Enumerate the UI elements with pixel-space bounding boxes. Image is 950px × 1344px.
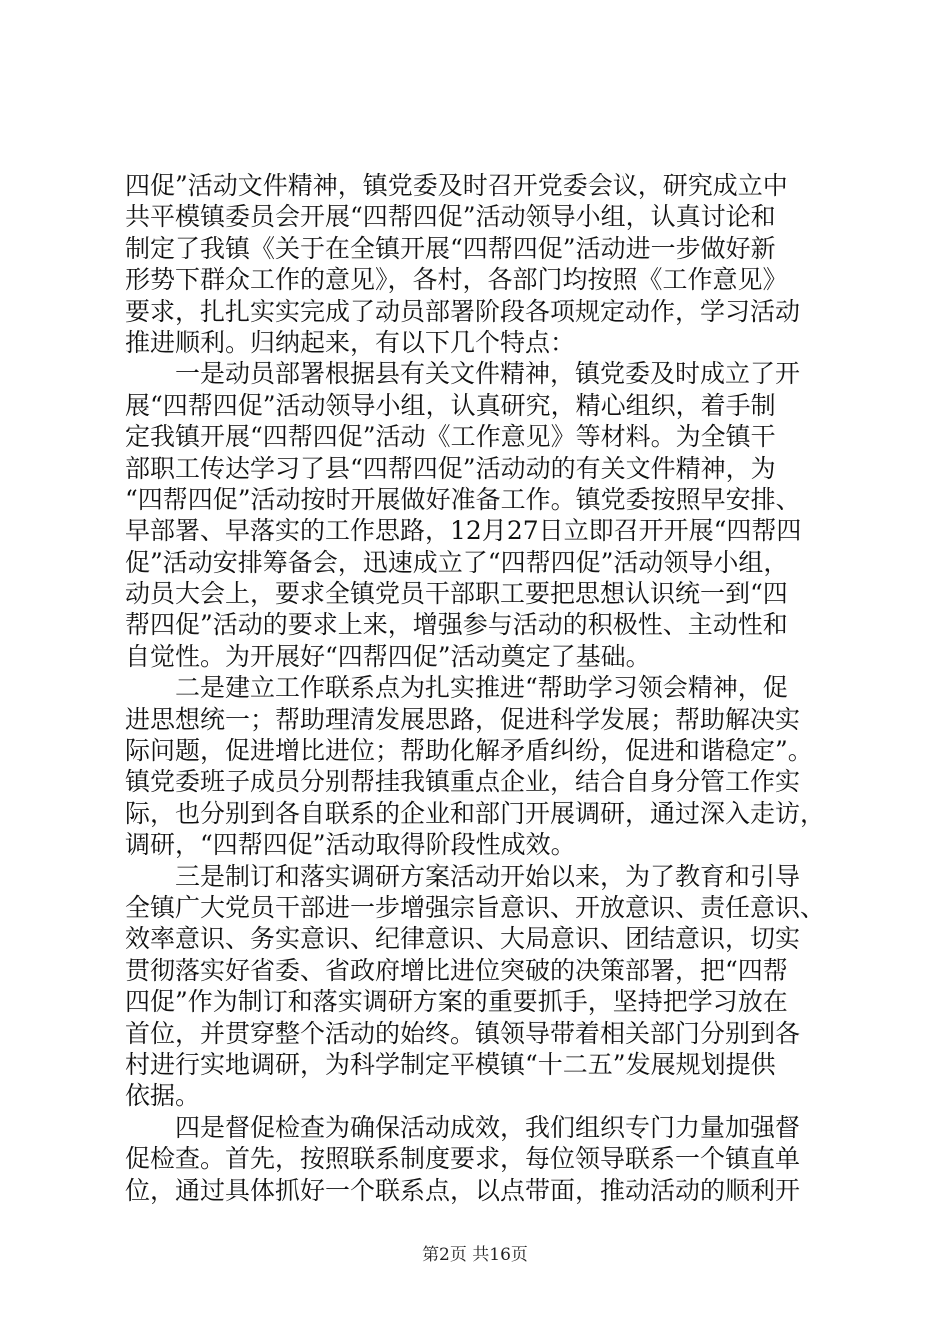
text-line: 首位，并贯穿整个活动的始终。镇领导带着相关部门分别到各 [125, 1018, 801, 1048]
text-line: 位，通过具体抓好一个联系点，以点带面，推动活动的顺利开 [125, 1175, 801, 1205]
text-line: 镇党委班子成员分别帮挂我镇重点企业，结合自身分管工作实 [125, 767, 801, 797]
text-line: 共平模镇委员会开展“四帮四促”活动领导小组，认真讨论和 [125, 202, 776, 232]
text-line: 一是动员部署根据县有关文件精神，镇党委及时成立了开 [125, 359, 801, 389]
page-footer: 第2页 共16页 [422, 1245, 528, 1265]
text-line: 际，也分别到各自联系的企业和部门开展调研，通过深入走访， [125, 798, 826, 828]
text-line: 四促”活动文件精神，镇党委及时召开党委会议，研究成立中 [125, 171, 788, 200]
text-line: “四帮四促”活动按时开展做好准备工作。镇党委按照早安排、 [125, 484, 801, 514]
text-line: 帮四促”活动的要求上来，增强参与活动的积极性、主动性和 [125, 610, 788, 640]
text-line: 贯彻落实好省委、省政府增比进位突破的决策部署，把“四帮 [125, 955, 788, 985]
text-line: 三是制订和落实调研方案活动开始以来，为了教育和引导 [125, 861, 801, 891]
text-line: 进思想统一；帮助理清发展思路，促进科学发展；帮助解决实 [125, 704, 801, 734]
text-line: 形势下群众工作的意见》，各村，各部门均按照《工作意见》 [125, 265, 788, 295]
document-body [125, 170, 835, 1206]
text-line: 效率意识、务实意识、纪律意识、大局意识、团结意识，切实 [125, 924, 801, 954]
text-line: 部职工传达学习了县“四帮四促”活动动的有关文件精神，为 [125, 453, 776, 483]
text-line: 自觉性。为开展好“四帮四促”活动奠定了基础。 [125, 641, 651, 671]
text-line: 展“四帮四促”活动领导小组，认真研究，精心组织，着手制 [125, 390, 776, 420]
text-line: 定我镇开展“四帮四促”活动《工作意见》等材料。为全镇干 [125, 422, 776, 452]
text-line: 四促”作为制订和落实调研方案的重要抓手，坚持把学习放在 [125, 987, 788, 1017]
text-line: 动员大会上，要求全镇党员干部职工要把思想认识统一到“四 [125, 579, 788, 609]
text-line: 村进行实地调研，为科学制定平模镇“十二五”发展规划提供 [125, 1049, 776, 1079]
text-line: 全镇广大党员干部进一步增强宗旨意识、开放意识、责任意识、 [125, 892, 826, 922]
text-line: 依据。 [125, 1081, 201, 1111]
text-line: 要求，扎扎实实完成了动员部署阶段各项规定动作，学习活动 [125, 296, 801, 326]
text-line: 四是督促检查为确保活动成效，我们组织专门力量加强督 [125, 1112, 801, 1142]
text-line: 二是建立工作联系点为扎实推进“帮助学习领会精神，促 [125, 673, 788, 703]
text-line: 推进顺利。归纳起来，有以下几个特点： [125, 327, 576, 357]
text-line: 促检查。首先，按照联系制度要求，每位领导联系一个镇直单 [125, 1144, 801, 1174]
text-line: 早部署、早落实的工作思路，12月27日立即召开开展“四帮四 [125, 516, 802, 546]
text-line: 际问题，促进增比进位；帮助化解矛盾纠纷，促进和谐稳定”。 [125, 736, 813, 766]
text-line: 调研，“四帮四促”活动取得阶段性成效。 [125, 830, 576, 860]
text-line: 促”活动安排筹备会，迅速成立了“四帮四促”活动领导小组， [125, 547, 789, 577]
text-line: 制定了我镇《关于在全镇开展“四帮四促”活动进一步做好新 [125, 233, 776, 263]
